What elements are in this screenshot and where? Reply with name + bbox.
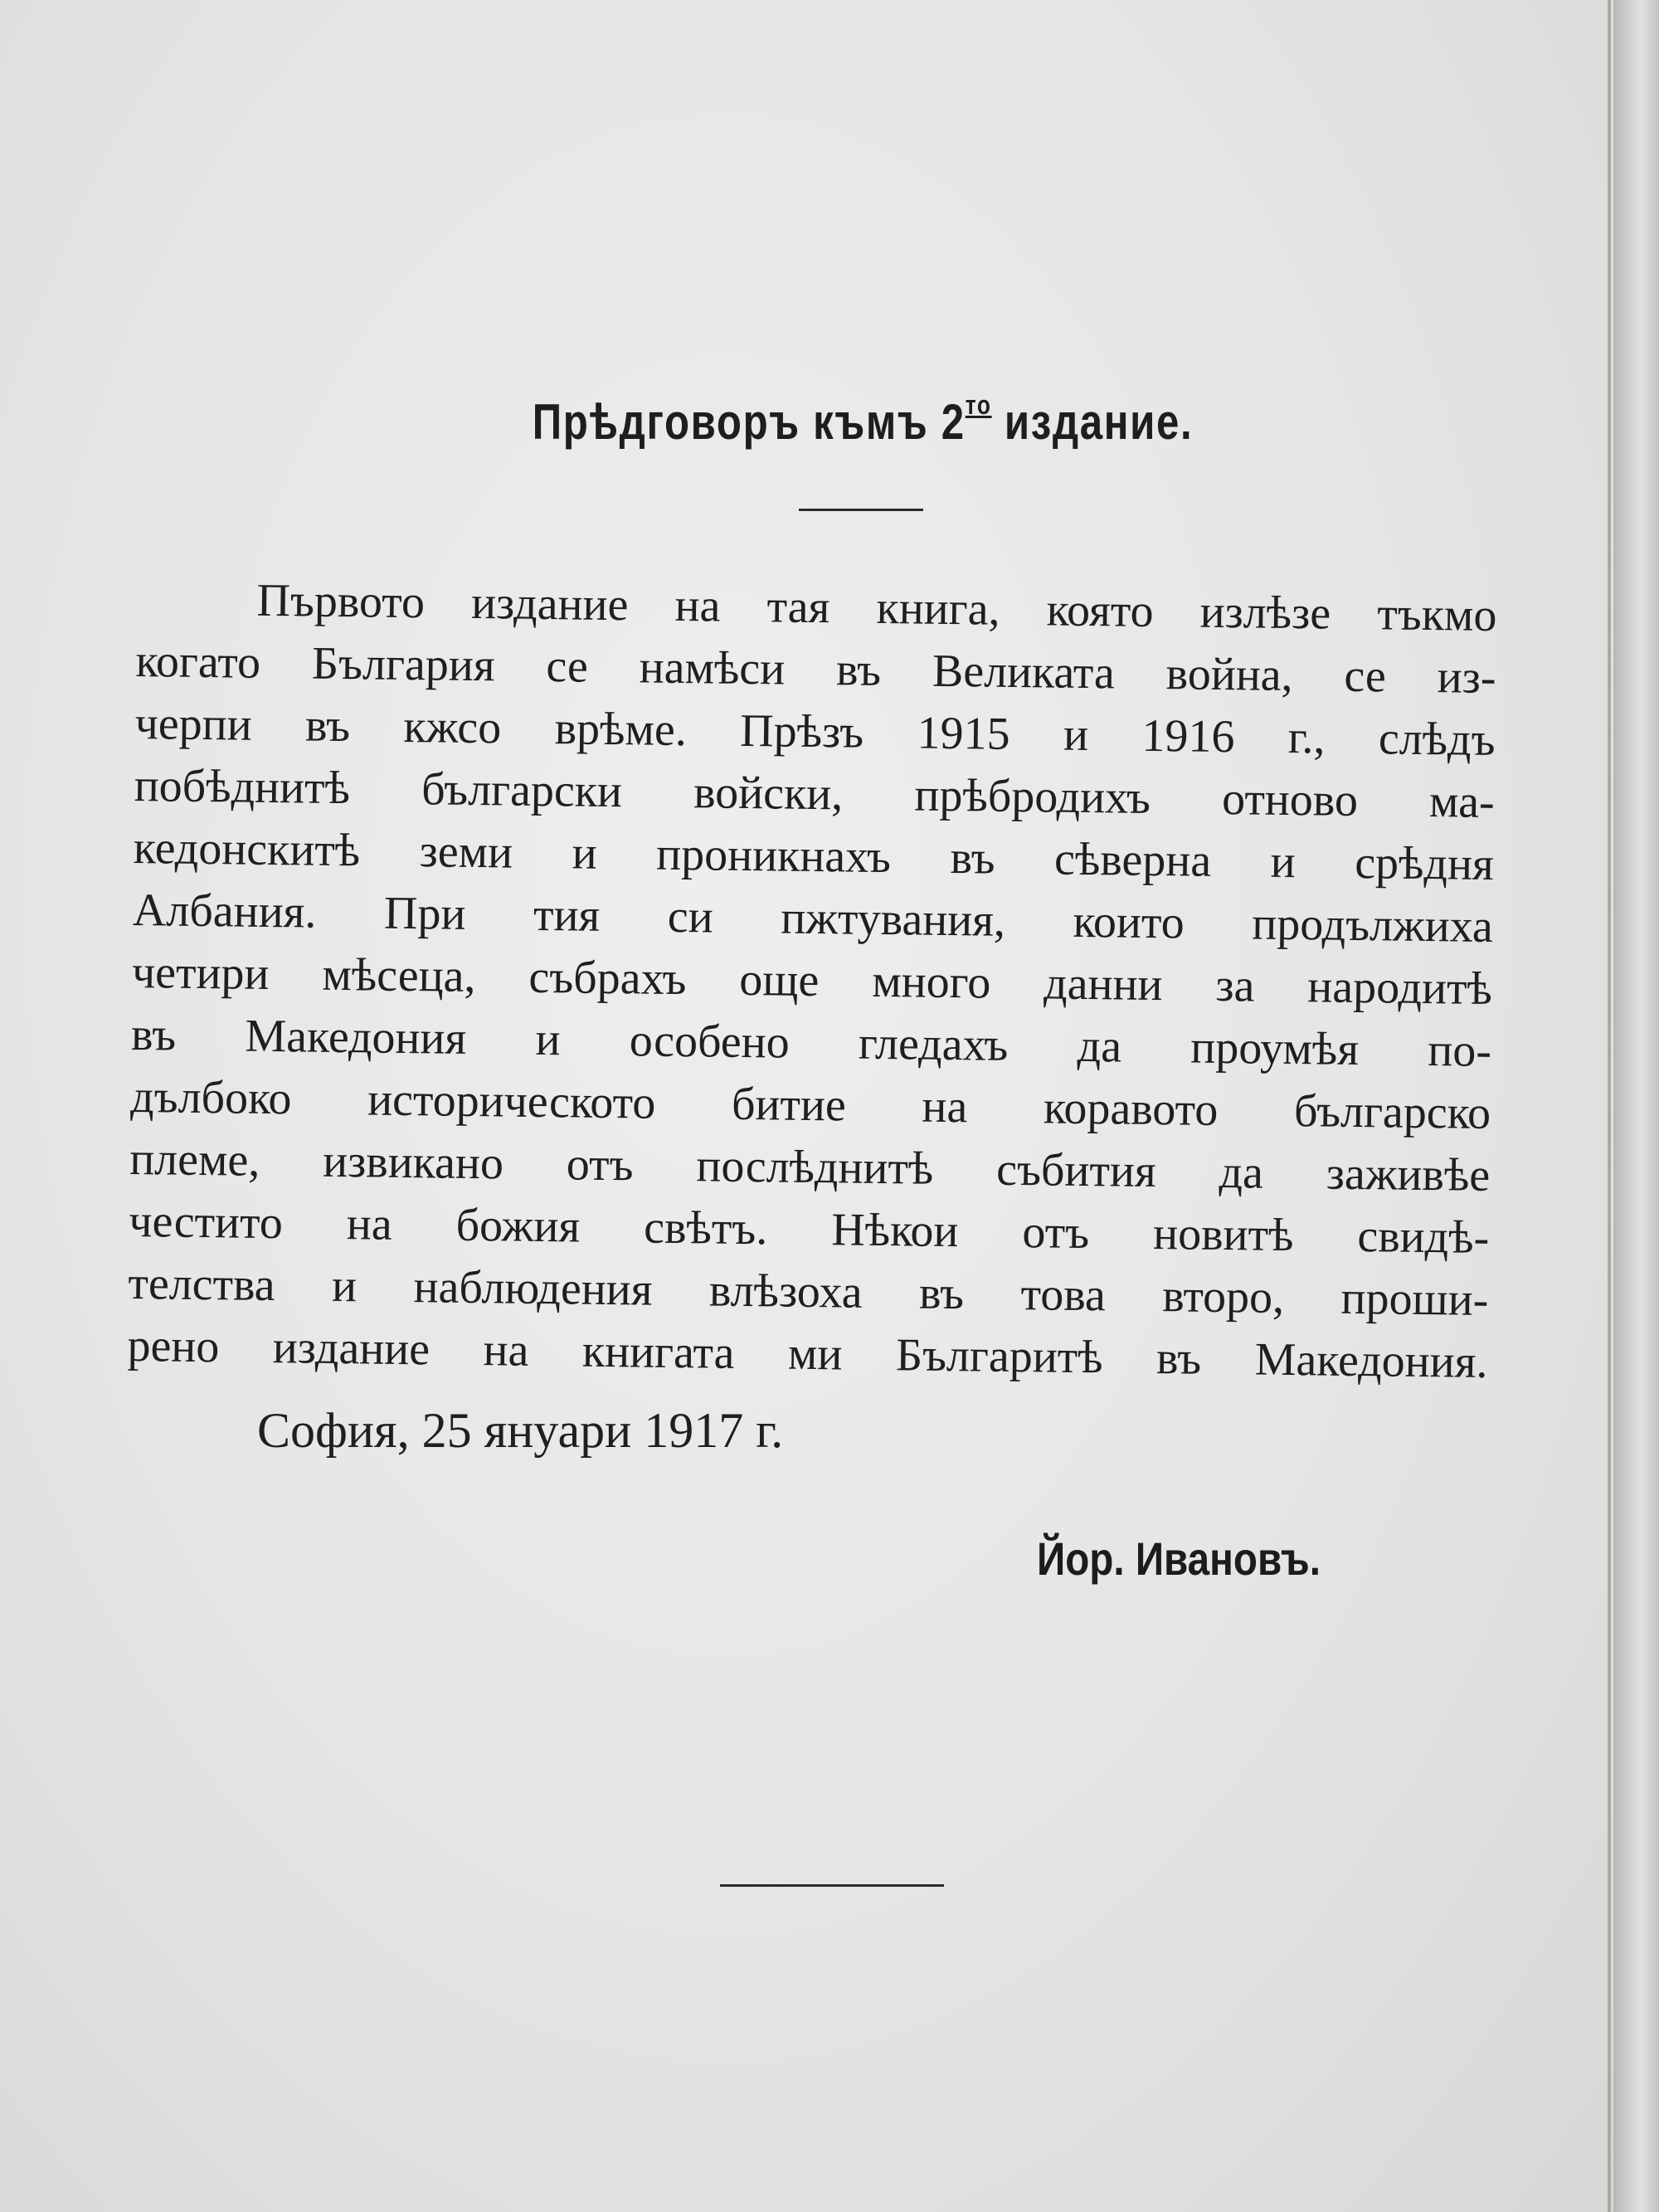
page-title bbox=[155, 390, 1570, 451]
paragraph-line: Първото издание на тая книга, която излѣзе тъкмо bbox=[256, 574, 1497, 642]
end-divider bbox=[720, 1884, 944, 1887]
paragraph-line: побѣднитѣ български войски, прѣбродихъ отново ма- bbox=[134, 759, 1496, 829]
title-suffix: издание. bbox=[991, 394, 1194, 450]
paragraph-line: кедонскитѣ земи и проникнахъ въ сѣверна и срѣдня bbox=[133, 821, 1495, 891]
paragraph-line: честито на божия свѣтъ. Нѣкои отъ новитѣ свидѣ- bbox=[129, 1195, 1490, 1264]
preface-paragraph bbox=[127, 568, 1497, 1394]
paragraph-line: рено издание на книгата ми Българитѣ въ Македония. bbox=[127, 1319, 1488, 1388]
dateline: София, 25 януари 1917 г. bbox=[257, 1403, 784, 1458]
title-divider bbox=[799, 509, 923, 511]
paragraph-line: четири мѣсеца, събрахъ още много данни за народитѣ bbox=[131, 946, 1493, 1015]
paragraph-line: въ Македония и особено гледахъ да проумѣя по- bbox=[130, 1008, 1492, 1077]
paragraph-line: племе, извикано отъ послѣднитѣ събития да заживѣе bbox=[129, 1133, 1491, 1201]
next-page-edge bbox=[1613, 0, 1659, 2212]
title-superscript: то bbox=[965, 390, 992, 420]
paragraph-line: Албания. При тия си пжтувания, които продължиха bbox=[132, 884, 1494, 953]
paragraph-line: телства и наблюдения влѣзоха въ това второ, проши- bbox=[128, 1257, 1489, 1326]
paragraph-line: дълбоко историческото битие на коравото българско bbox=[129, 1070, 1491, 1139]
title-main: Прѣдговоръ къмъ 2 bbox=[532, 394, 966, 450]
author-signature: Йор. Ивановъ. bbox=[1037, 1532, 1321, 1585]
paragraph-line: когато България се намѣси въ Великата война, се из- bbox=[135, 635, 1496, 704]
page-edge-shadow bbox=[1608, 0, 1611, 2212]
paragraph-line: черпи въ кжсо врѣме. Прѣзъ 1915 и 1916 г., слѣдъ bbox=[134, 697, 1496, 767]
